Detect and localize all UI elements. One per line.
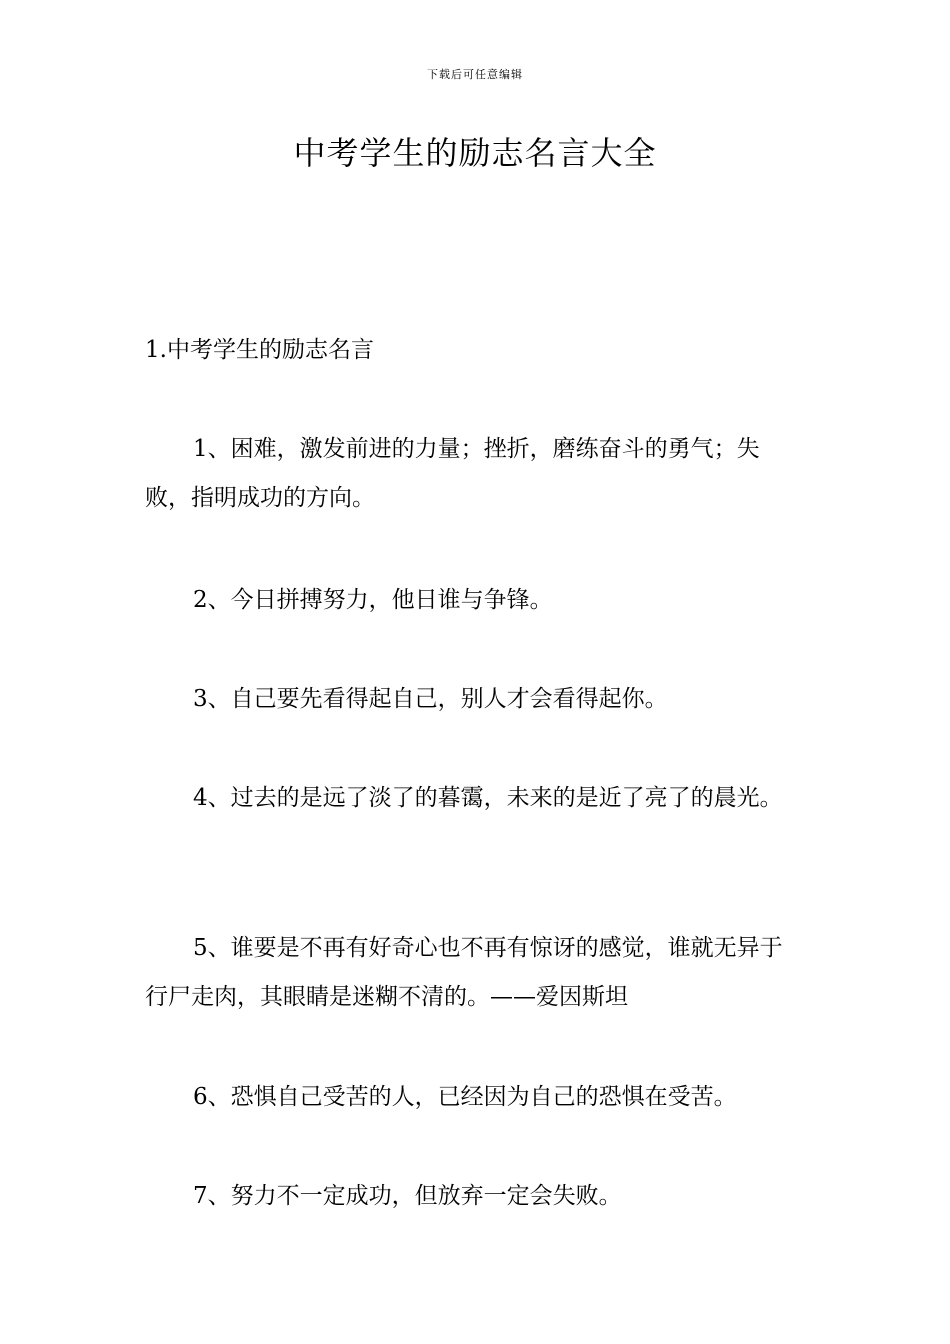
quote-item: 6、恐惧自己受苦的人，已经因为自己的恐惧在受苦。 [193,1084,737,1110]
document-title: 中考学生的励志名言大全 [293,134,657,172]
header-note: 下载后可任意编辑 [427,68,523,81]
quote-item: 1、困难，激发前进的力量；挫折，磨练奋斗的勇气；失败，指明成功的方向。 [145,436,760,511]
quote-item: 2、今日拼搏努力，他日谁与争锋。 [193,587,553,613]
quote-item: 5、谁要是不再有好奇心也不再有惊讶的感觉，谁就无异于行尸走肉，其眼睛是迷糊不清的。——爱因斯坦 [145,935,783,1010]
section-heading: 1.中考学生的励志名言 [145,337,374,363]
quote-item: 3、自己要先看得起自己，别人才会看得起你。 [193,686,668,712]
quote-item: 4、过去的是远了淡了的暮霭，未来的是近了亮了的晨光。 [193,785,783,811]
quote-item: 7、努力不一定成功，但放弃一定会失败。 [193,1183,622,1209]
